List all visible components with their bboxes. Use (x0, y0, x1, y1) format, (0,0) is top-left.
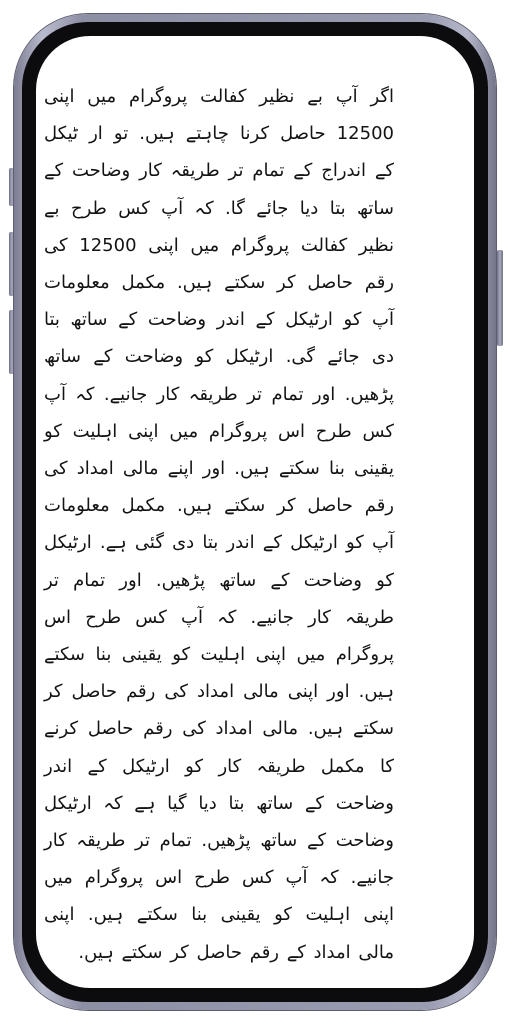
power-button (497, 250, 503, 346)
article-text: اگر آپ بے نظیر کفالت پروگرام میں اپنی 12500 حاصل کرنا چاہتے ہیں. تو ار ٹیکل کے اندراج کے تمام تر طریقہ کار وضاحت کے ساتھ بتا دیا جائے گا. کہ آپ کس طرح بے نظیر کفالت پروگرام میں اپنی 12500 کی رقم حاصل کر سکتے ہیں. مکمل معلومات آپ کو ارٹیکل کے اندر وضاحت کے ساتھ بتا دی جائے گی. ارٹیکل کو وضاحت کے ساتھ پڑھیں. اور تمام تر طریقہ کار جانیے. کہ آپ کس طرح اس پروگرام میں اپنی اہلیت کو یقینی بنا سکتے ہیں. اور اپنے مالی امداد کی رقم حاصل کر سکتے ہیں. مکمل معلومات آپ کو ارٹیکل کے اندر بتا دی گئی ہے. ارٹیکل کو وضاحت کے ساتھ پڑھیں. اور تمام تر طریقہ کار جانیے. کہ آپ کس طرح اس پروگرام میں اپنی اہلیت کو یقینی بنا سکتے ہیں. اور اپنی مالی امداد کی رقم حاصل کر سکتے ہیں. مالی امداد کی رقم حاصل کرنے کا مکمل طریقہ کار کو ارٹیکل کے اندر وضاحت کے ساتھ بتا دیا گیا ہے کہ ارٹیکل وضاحت کے ساتھ پڑھیں. تمام تر طریقہ کار جانیے. کہ آپ کس طرح اس پروگرام میں اپنی اہلیت کو یقینی بنا سکتے ہیں. اپنی مالی امداد کے رقم حاصل کر سکتے ہیں. (44, 86, 394, 963)
